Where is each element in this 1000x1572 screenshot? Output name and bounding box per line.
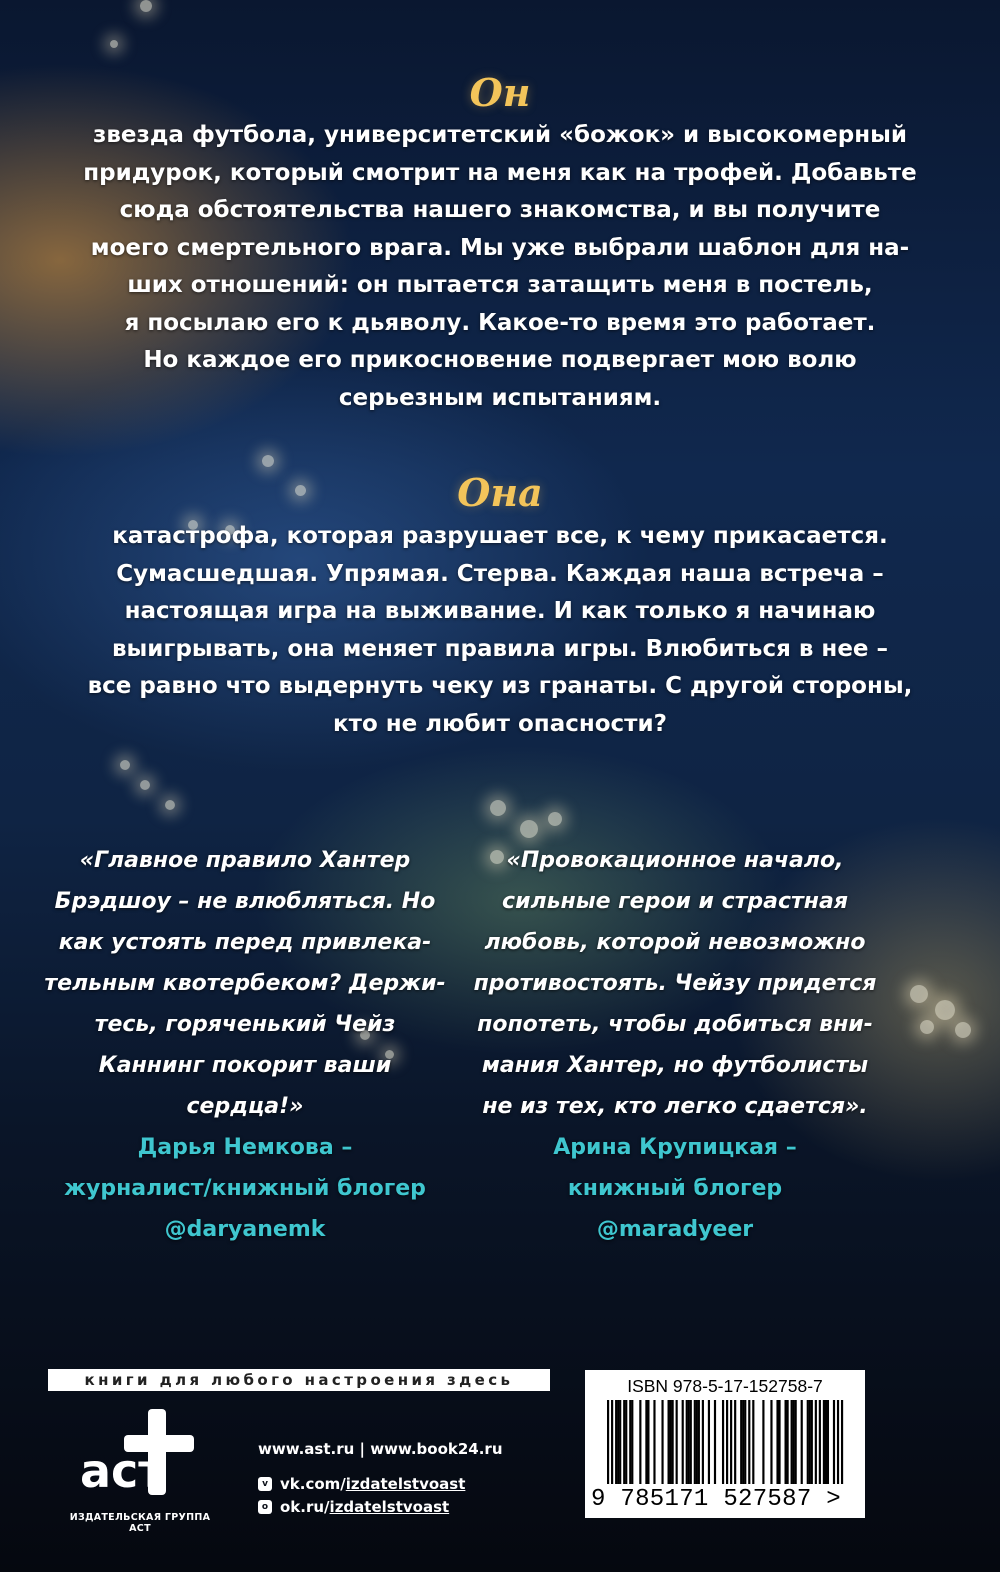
- ok-link[interactable]: [258, 1498, 449, 1516]
- barcode-bar: [688, 1400, 690, 1484]
- barcode-bar: [833, 1400, 835, 1484]
- barcode-bar: [694, 1400, 696, 1484]
- barcode-bar: [823, 1400, 825, 1484]
- quote-line: мания Хантер, но футболисты: [481, 1053, 869, 1078]
- quote-line: Каннинг покорит ваши: [98, 1053, 392, 1078]
- barcode-bar: [672, 1400, 674, 1484]
- barcode-bar: [645, 1400, 647, 1484]
- barcode-bar: [629, 1400, 631, 1484]
- ok-account: izdatelstvoast: [329, 1498, 450, 1516]
- barcode-bar: [726, 1400, 728, 1484]
- review-quote-left: [40, 840, 450, 1250]
- barcode-bar: [762, 1400, 764, 1484]
- barcode-bar: [837, 1400, 839, 1484]
- barcode-bar: [841, 1400, 843, 1484]
- barcode-bar: [625, 1400, 627, 1484]
- text-line: я посылаю его к дьяволу. Какое-то время это работает.: [124, 309, 876, 336]
- slogan-banner: книги для любого настроения здесь: [48, 1369, 550, 1391]
- barcode-bar: [639, 1400, 641, 1484]
- barcode-bar: [776, 1400, 778, 1484]
- isbn-barcode: [585, 1370, 865, 1518]
- review-quote-right: [470, 840, 880, 1250]
- text-line: Но каждое его прикосновение подвергает мою волю: [143, 347, 857, 373]
- text-line: сюда обстоятельства нашего знакомства, и вы получите: [119, 197, 881, 223]
- barcode-bar: [795, 1400, 797, 1484]
- text-line: катастрофа, которая разрушает все, к чему прикасается.: [112, 523, 888, 549]
- isbn-number: ISBN 978-5-17-152758-7: [627, 1376, 823, 1396]
- text-line: звезда футбола, университетский «божок» и высокомерный: [92, 122, 908, 148]
- barcode-bar: [619, 1400, 621, 1484]
- barcode-bar: [809, 1400, 811, 1484]
- vk-link[interactable]: [258, 1475, 465, 1493]
- barcode-bar: [740, 1400, 742, 1484]
- barcode-bar: [825, 1400, 827, 1484]
- quote-line: не из тех, кто легко сдается».: [482, 1094, 868, 1119]
- barcode-bar: [647, 1400, 649, 1484]
- barcode-digits: 9 785171 527587 >: [591, 1486, 841, 1513]
- quote-line: противостоять. Чейзу придется: [473, 971, 877, 996]
- barcode-bar: [702, 1400, 704, 1484]
- barcode-bar: [827, 1400, 829, 1484]
- heading-he: Он: [469, 70, 531, 115]
- quote-author-handle: @daryanemk: [164, 1217, 326, 1242]
- barcode-bar: [748, 1400, 750, 1484]
- barcode-bar: [778, 1400, 780, 1484]
- ast-logo: [60, 1405, 220, 1520]
- text-line: все равно что выдернуть чеку из гранаты. С другой стороны,: [87, 673, 913, 699]
- quote-author: Арина Крупицкая –: [553, 1135, 797, 1160]
- barcode-bar: [793, 1400, 795, 1484]
- text-line: ших отношений: он пытается затащить меня в постель,: [127, 272, 873, 298]
- quote-line: тесь, горяченький Чейз: [94, 1012, 396, 1037]
- quote-line: попотеть, чтобы добиться вни-: [477, 1012, 873, 1037]
- text-line: придурок, который смотрит на меня как на трофей. Добавьте: [83, 159, 917, 186]
- quote-author-role: книжный блогер: [567, 1176, 783, 1201]
- barcode-bar: [631, 1400, 633, 1484]
- barcode-bar: [668, 1400, 670, 1484]
- description-she: [40, 518, 960, 743]
- barcode-bar: [714, 1400, 716, 1484]
- quote-line: «Главное правило Хантер: [79, 848, 411, 873]
- barcode-bar: [696, 1400, 698, 1484]
- barcode-bar: [734, 1400, 736, 1484]
- heading-she: Она: [457, 470, 543, 515]
- vk-account: izdatelstvoast: [345, 1475, 466, 1493]
- barcode-bar: [730, 1400, 732, 1484]
- quote-line: как устоять перед привлека-: [58, 930, 432, 955]
- text-line: серьезным испытаниям.: [338, 384, 662, 411]
- quote-author-handle: @maradyeer: [596, 1217, 754, 1242]
- barcode-bar: [819, 1400, 821, 1484]
- barcode-bar: [722, 1400, 724, 1484]
- barcode-bar: [807, 1400, 809, 1484]
- barcode-bar: [770, 1400, 772, 1484]
- quote-line: сильные герои и страстная: [502, 889, 848, 914]
- barcode-bar: [708, 1400, 710, 1484]
- barcode-bar: [744, 1400, 746, 1484]
- quote-line: сердца!»: [186, 1094, 304, 1119]
- barcode-bar: [686, 1400, 688, 1484]
- barcode-bar: [698, 1400, 700, 1484]
- barcode-bar: [615, 1400, 617, 1484]
- vk-icon: v: [258, 1477, 272, 1491]
- barcode-bar: [742, 1400, 744, 1484]
- barcode-bar: [811, 1400, 813, 1484]
- barcode-bar: [617, 1400, 619, 1484]
- barcode-bar: [690, 1400, 692, 1484]
- barcode-bar: [785, 1400, 787, 1484]
- text-line: кто не любит опасности?: [333, 710, 667, 737]
- barcode-bar: [801, 1400, 803, 1484]
- quote-line: любовь, которой невозможно: [484, 930, 866, 955]
- barcode-bar: [752, 1400, 754, 1484]
- ok-icon: o: [258, 1500, 272, 1514]
- publisher-websites[interactable]: www.ast.ru | www.book24.ru: [258, 1440, 503, 1458]
- text-line: Сумасшедшая. Упрямая. Стерва. Каждая наша встреча –: [116, 560, 884, 587]
- barcode-bar: [682, 1400, 684, 1484]
- logo-text: аст: [80, 1444, 165, 1498]
- barcode-bar: [623, 1400, 625, 1484]
- text-line: настоящая игра на выживание. И как только я начинаю: [124, 598, 876, 624]
- barcode-bar: [661, 1400, 663, 1484]
- barcode-bar: [787, 1400, 789, 1484]
- barcode-bar: [611, 1400, 613, 1484]
- publisher-name: ИЗДАТЕЛЬСКАЯ ГРУППА АСТ: [69, 1512, 211, 1534]
- barcode-bar: [815, 1400, 817, 1484]
- quote-line: тельным квотербеком? Держи-: [44, 971, 446, 996]
- barcode-bar: [676, 1400, 678, 1484]
- barcode-bar: [653, 1400, 655, 1484]
- ok-prefix: ok.ru/: [280, 1498, 330, 1516]
- quote-line: «Провокационное начало,: [506, 848, 844, 873]
- text-line: моего смертельного врага. Мы уже выбрали шаблон для на-: [90, 234, 910, 261]
- quote-author: Дарья Немкова –: [137, 1135, 353, 1160]
- text-line: выигрывать, она меняет правила игры. Влюбиться в нее –: [111, 635, 889, 662]
- quote-line: Брэдшоу – не влюбляться. Но: [54, 889, 436, 914]
- quote-author-role: журналист/книжный блогер: [64, 1176, 426, 1201]
- barcode-bar: [791, 1400, 793, 1484]
- barcode-bar: [607, 1400, 609, 1484]
- vk-prefix: vk.com/: [280, 1475, 346, 1493]
- barcode-bar: [670, 1400, 672, 1484]
- description-he: [40, 117, 960, 417]
